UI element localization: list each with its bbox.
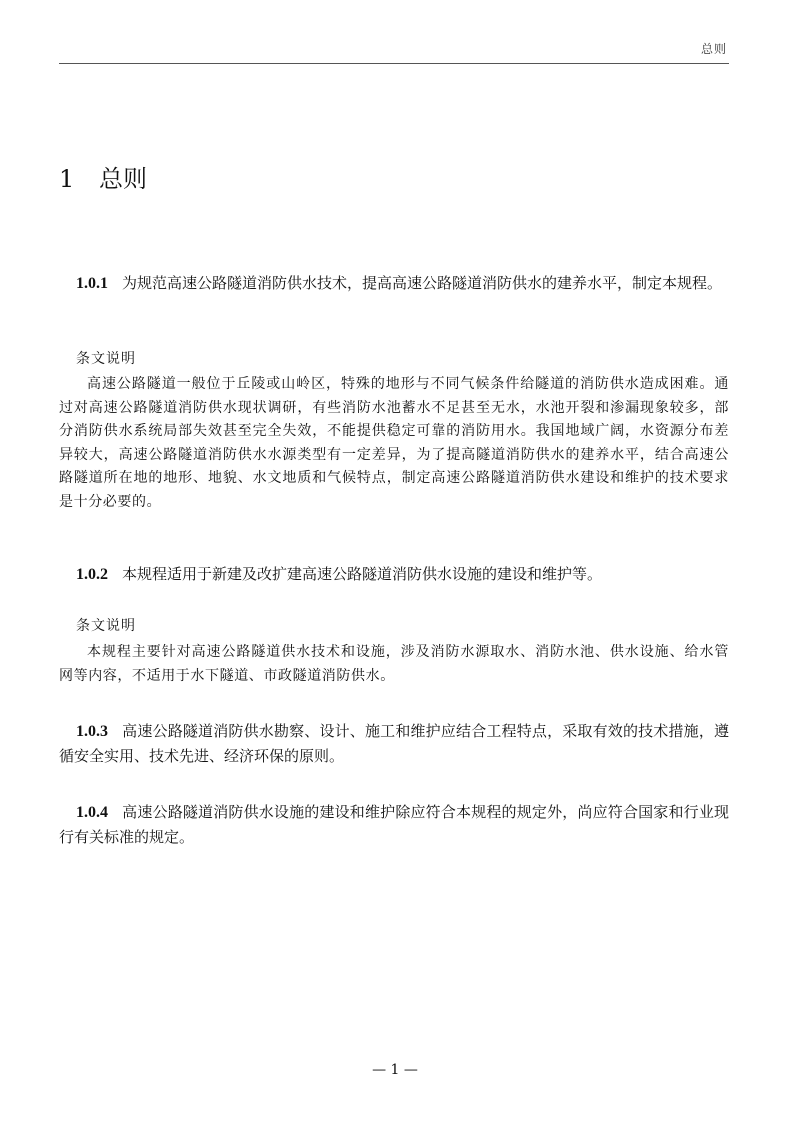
- clause-number: 1.0.4: [76, 804, 108, 821]
- clause-text: 为规范高速公路隧道消防供水技术，提高高速公路隧道消防供水的建养水平，制定本规程。: [122, 274, 723, 292]
- chapter-number: 1: [59, 165, 75, 193]
- clause-number: 1.0.3: [76, 723, 108, 740]
- clause-text: 高速公路隧道消防供水勘察、设计、施工和维护应结合工程特点，采取有效的技术措施，遵循安全实用、技术先进、经济环保的原则。: [59, 722, 729, 765]
- clause-note-body: 高速公路隧道一般位于丘陵或山岭区，特殊的地形与不同气候条件给隧道的消防供水造成困难。通过对高速公路隧道消防供水现状调研，有些消防水池蓄水不足甚至无水，水池开裂和渗漏现象较多，部分消防供水系统局部失效甚至完全失效，不能提供稳定可靠的消防用水。我国地域广阔，水资源分布差异较大，高速公路隧道消防供水水源类型有一定差异，为了提高隧道消防供水的建养水平，结合高速公路隧道所在地的地形、地貌、水文地质和气候特点，制定高速公路隧道消防供水建设和维护的技术要求是十分必要的。: [59, 376, 729, 510]
- chapter-heading: [59, 163, 147, 195]
- running-header-title: 总则: [700, 42, 727, 56]
- clause-text: 本规程适用于新建及改扩建高速公路隧道消防供水设施的建设和维护等。: [122, 565, 603, 583]
- clause-1-0-3: [59, 719, 729, 769]
- clause-1-0-4: [59, 800, 729, 850]
- clause-number: 1.0.2: [76, 566, 108, 583]
- chapter-title: 总则: [99, 165, 147, 193]
- clause-number: 1.0.1: [76, 275, 108, 292]
- clause-note-body: 本规程主要针对高速公路隧道供水技术和设施，涉及消防水源取水、消防水池、供水设施、给水管网等内容，不适用于水下隧道、市政隧道消防供水。: [59, 644, 729, 684]
- page-number: — 1 —: [372, 1062, 418, 1078]
- clause-note-label: 条文说明: [76, 618, 136, 634]
- clause-text: 高速公路隧道消防供水设施的建设和维护除应符合本规程的规定外，尚应符合国家和行业现行有关标准的规定。: [59, 803, 729, 846]
- running-header: [59, 40, 729, 64]
- clause-1-0-2: [59, 562, 729, 587]
- clause-note-label: 条文说明: [76, 351, 136, 367]
- clause-1-0-1: [59, 271, 729, 296]
